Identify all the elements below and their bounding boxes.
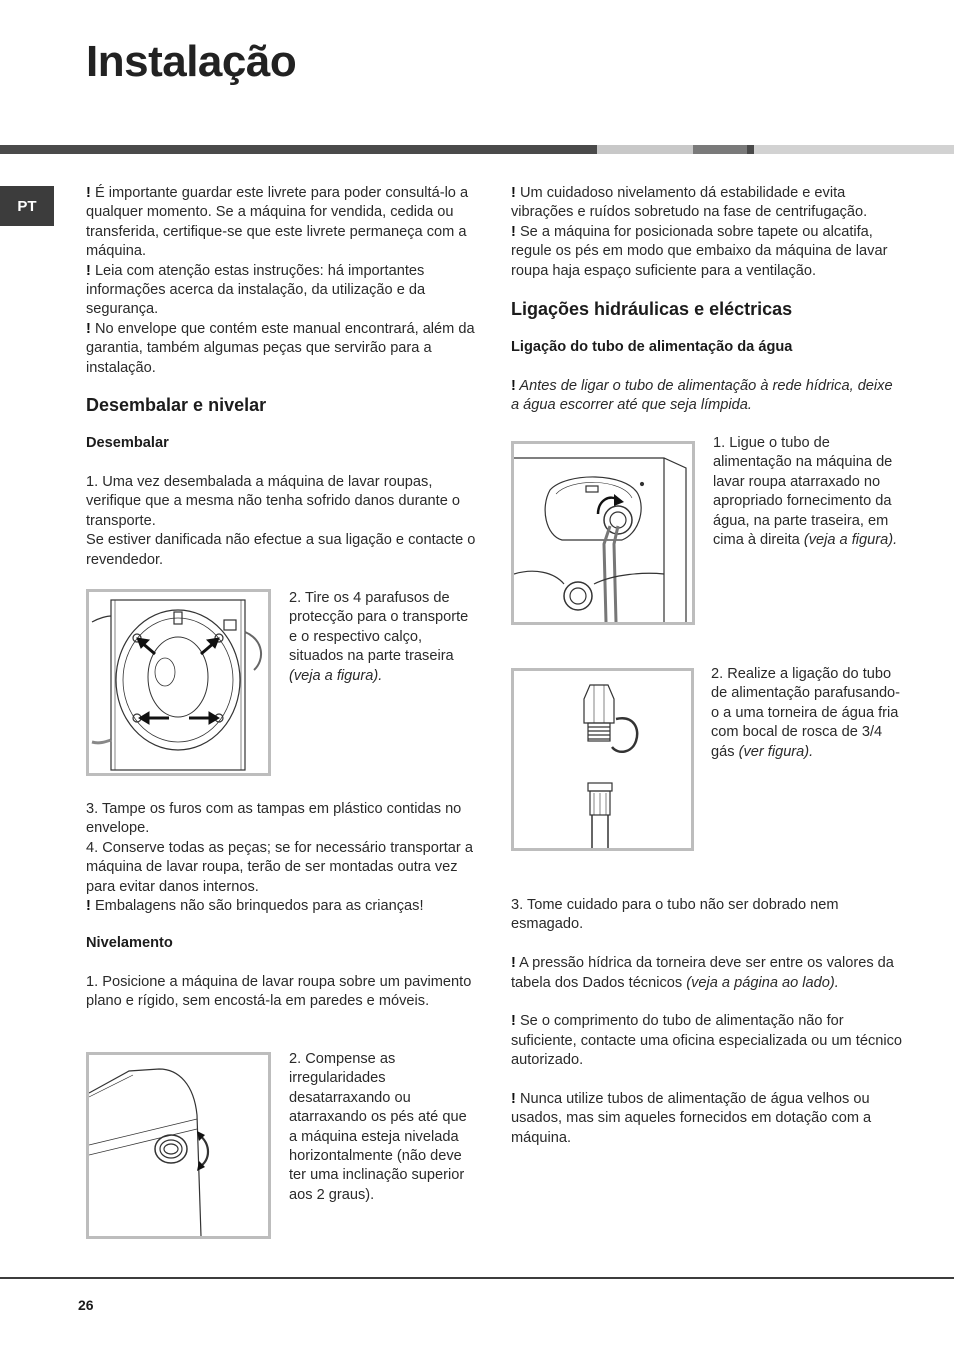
water-inlet-illustration [514,444,692,622]
header-bar-light-1 [597,145,693,154]
leveling-foot-illustration [89,1055,268,1236]
unpack-step-3-text: 3. Tampe os furos com as tampas em plástico contidas no envelope. [86,801,462,837]
level-notes [511,184,903,281]
level-note-2: ! Se a máquina for posicionada sobre tapete ou alcatifa, regule os pés em modo que embaixo da máquina de lavar roupa haja espaço suficiente para a ventilação. [511,223,888,279]
section-title-unpack-level: Desembalar e nivelar [86,395,267,415]
figure-transport-screws [86,589,271,776]
unpack-step-1-text: 1. Uma vez desembalada a máquina de lavar roupas, verifique que a mesma não tenha sofrido danos durante o transporte. [86,474,461,529]
pressure-warning: ! A pressão hídrica da torneira deve ser entre os valores da tabela dos Dados técnicos (veja a página ao lado). [511,955,894,991]
level-step-1: 1. Posicione a máquina de lavar roupa sobre um pavimento plano e rígido, sem encostá-la em paredes e móveis. [86,974,472,1010]
tap-connector-illustration [514,671,691,848]
water-notes [511,896,903,1148]
water-step-1: 1. Ligue o tubo de alimentação na máquina de lavar roupa atarraxado no apropriado fornecimento da água, na parte traseira, em cima à direita (veja a figura). [713,435,898,549]
old-tubes-warning: ! Nunca utilize tubos de alimentação de água velhos ou usados, mas sim aqueles fornecidos em dotação com a máquina. [511,1091,872,1146]
header-bar-mid [693,145,747,154]
left-intro [86,184,478,378]
subsection-title-leveling: Nivelamento [86,935,173,951]
length-warning: ! Se o comprimento do tubo de alimentação não for suficiente, contacte uma oficina especializada ou um técnico autorizado. [511,1013,903,1069]
unpack-steps-3-4 [86,800,478,916]
water-warning: ! Antes de ligar o tubo de alimentação à rede hídrica, deixe a água escorrer até que seja límpida. [511,378,893,414]
figure-tap-connector [511,668,694,851]
subsection-title-water-hose: Ligação do tubo de alimentação da água [511,339,793,355]
washer-back-screws-illustration [89,592,268,773]
unpack-step-2: 2. Tire os 4 parafusos de protecção para o transporte e o respectivo calço, situados na parte traseira (veja a figura). [289,590,469,684]
level-note-1: ! Um cuidadoso nivelamento dá estabilidade e evita vibrações e ruídos sobretudo na fase de centrifugação. [511,185,868,221]
water-step-2: 2. Realize a ligação do tubo de alimentação parafusando-o a uma torneira de água fria com bocal de rosca de 3/4 gás (ver figura). [711,666,901,760]
header-bar-light-2 [754,145,954,154]
footer-rule [0,1277,954,1279]
figure-leveling-foot [86,1052,271,1239]
water-step-3: 3. Tome cuidado para o tubo não ser dobrado nem esmagado. [511,897,839,933]
unpack-step-1b-text: Se estiver danificada não efectue a sua ligação e contacte o revendedor. [86,532,476,568]
subsection-title-unpack: Desembalar [86,435,169,451]
section-title-connections: Ligações hidráulicas e eléctricas [511,299,793,319]
header-bar-dark [0,145,597,154]
intro-paragraph-3: ! No envelope que contém este manual encontrará, além da garantia, também algumas peças que servirão para a instalação. [86,320,475,376]
page-title: Instalação [86,37,297,86]
unpack-step-4-text: 4. Conserve todas as peças; se for necessário transportar a máquina de lavar roupa, terão de ser montadas outra vez para evitar danos internos. [86,839,473,895]
intro-paragraph-2: ! Leia com atenção estas instruções: há importantes informações acerca da instalação, da utilização e da segurança. [86,262,426,318]
intro-paragraph-1: ! É importante guardar este livrete para poder consultá-lo a qualquer momento. Se a máquina for vendida, cedida ou transferida, certifique-se que este livrete permaneça com a máquina. [86,185,469,260]
unpack-step-1 [86,473,478,570]
level-step-2: 2. Compense as irregularidades desatarraxando ou atarraxando os pés até que a máquina esteja nivelada horizontalmente (não deve ter uma inclinação superior aos 2 graus). [289,1051,467,1203]
figure-water-inlet [511,441,695,625]
header-bar-accent [747,145,754,154]
unpack-warning: ! Embalagens não são brinquedos para as crianças! [86,898,424,915]
page-number: 26 [78,1297,94,1313]
language-tab: PT [0,186,54,226]
